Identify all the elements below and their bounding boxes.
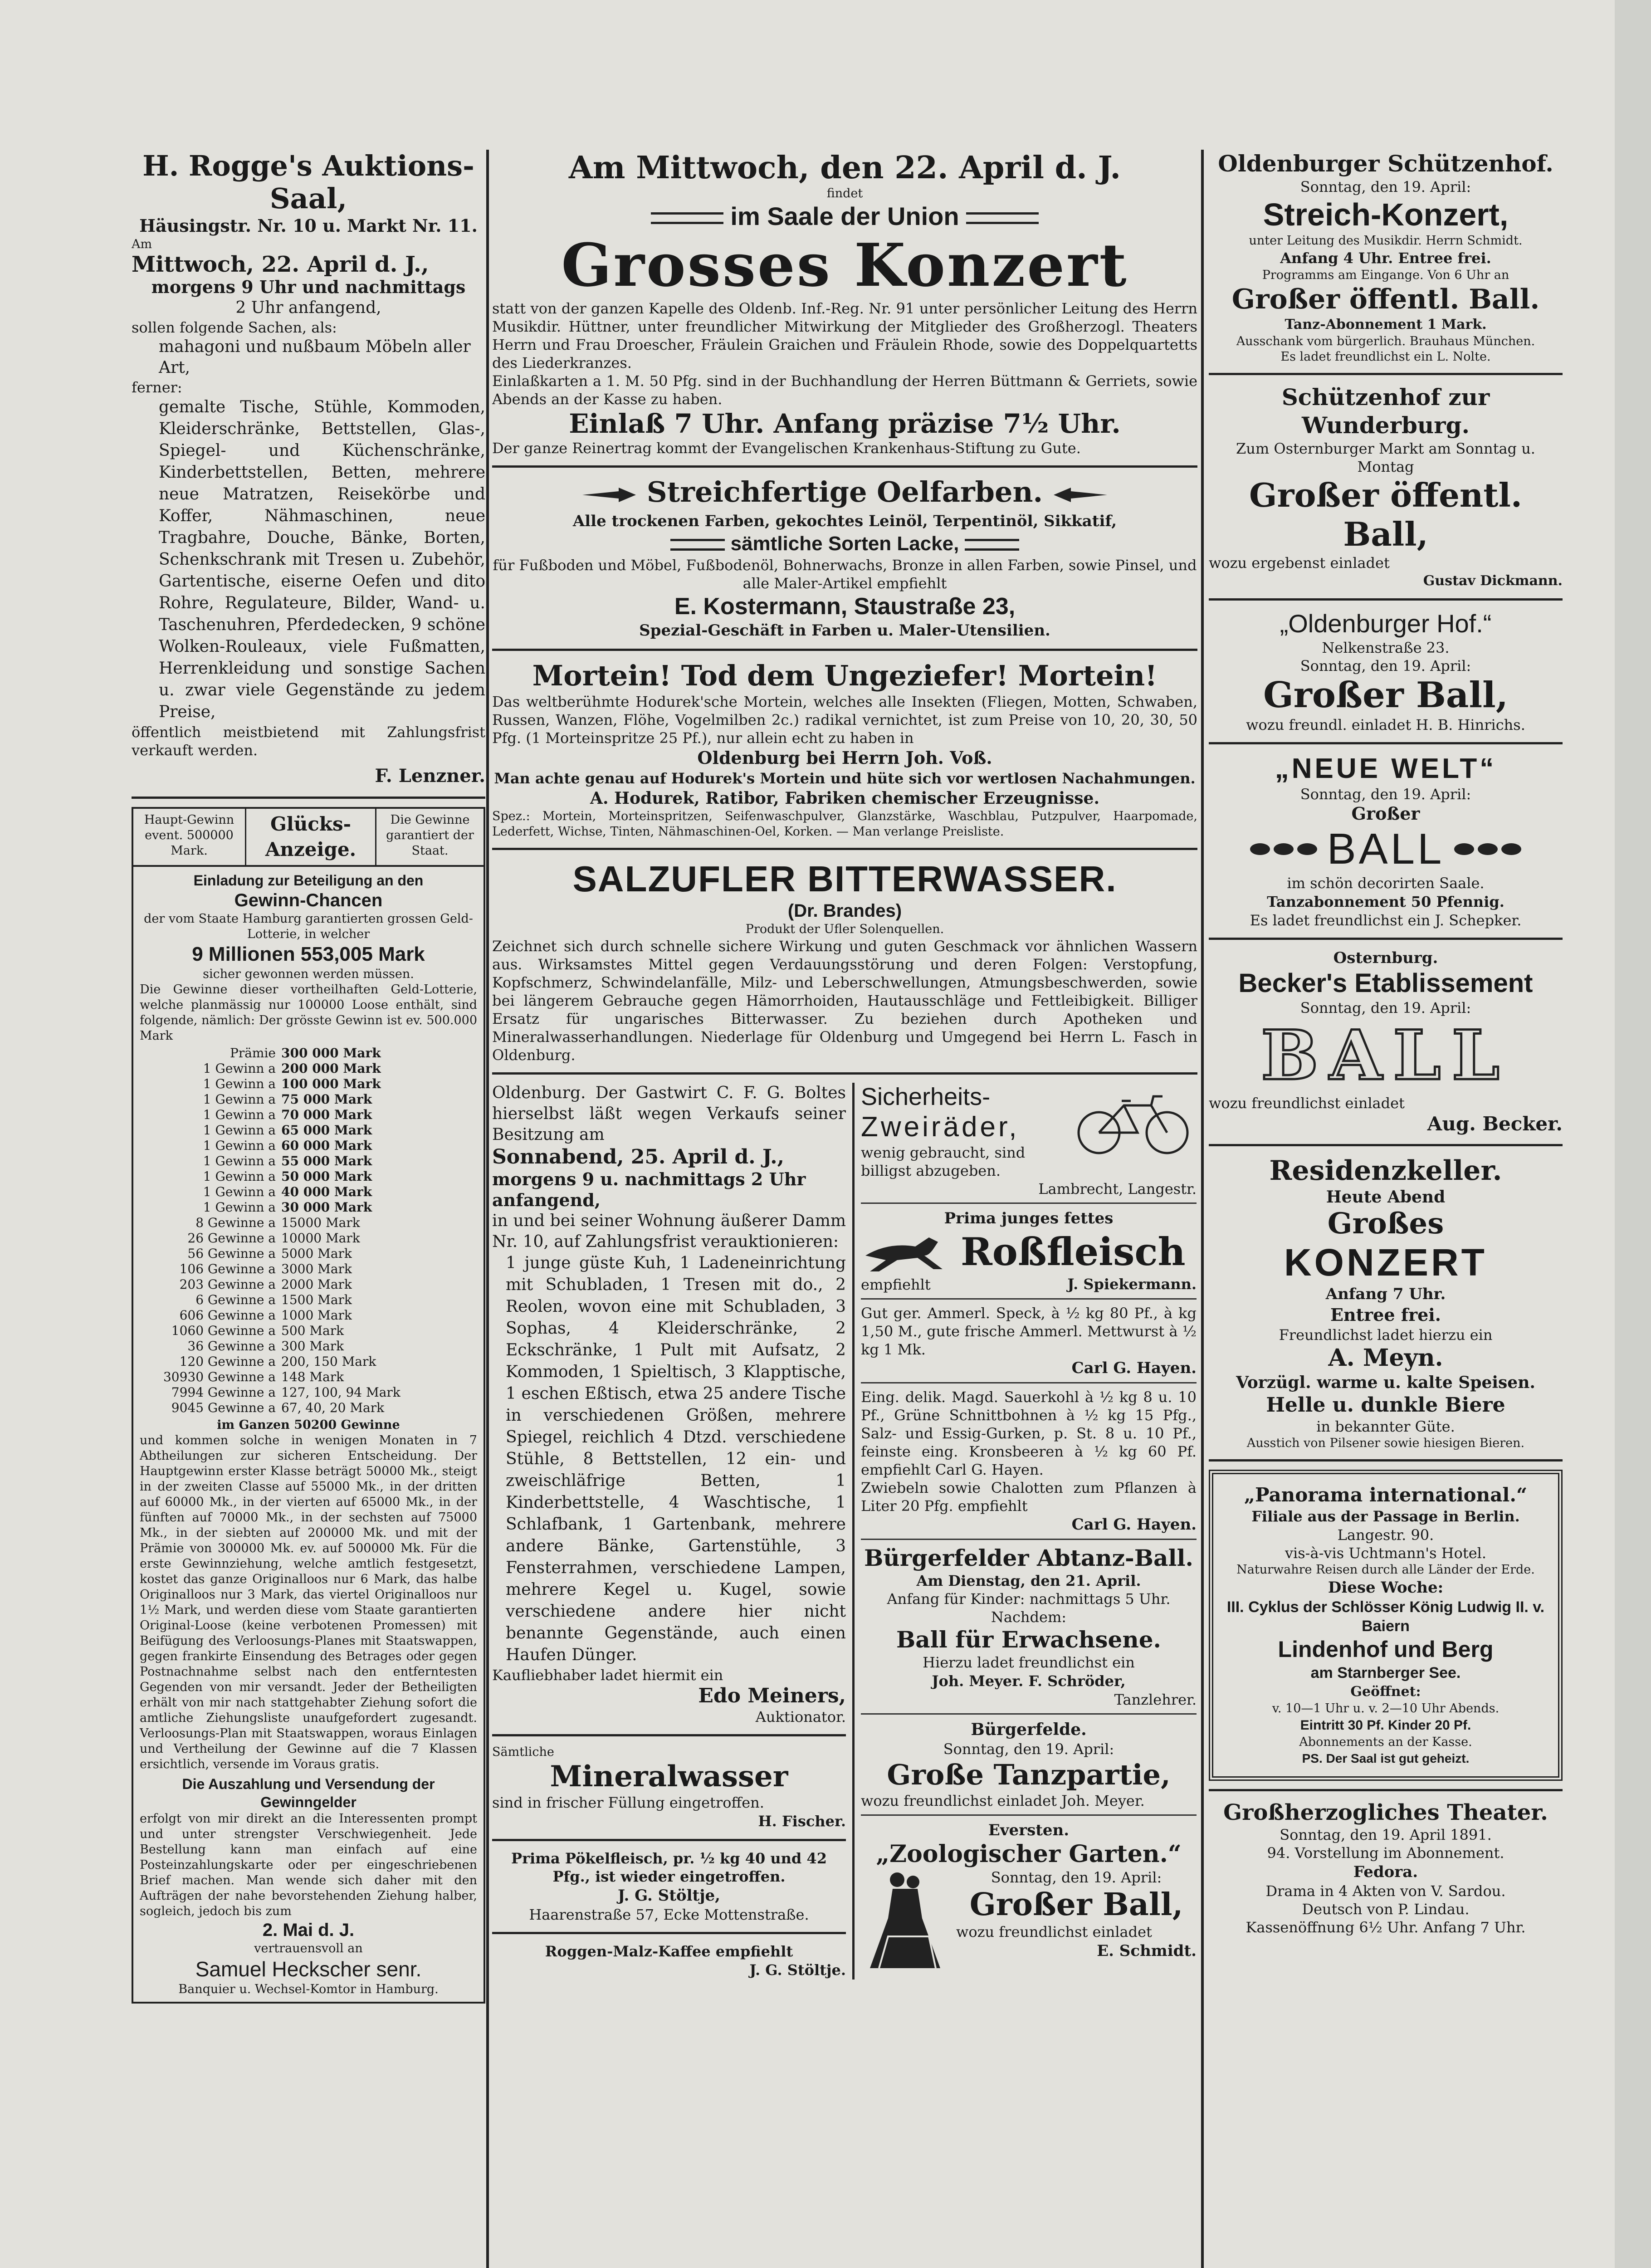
lottery-prize-row [158,1385,477,1400]
bicycle-ad [861,1083,1197,1198]
horsemeat-pre: Prima junges fettes [944,1209,1114,1227]
salzufler-sub2: Produkt der Ufler Solenquellen. [745,922,944,936]
ad-address: Häusingstr. Nr. 10 u. Markt Nr. 11. [139,215,478,236]
lottery-prize-row [158,1154,477,1169]
prize-count: 8 Gewinne a [195,1215,276,1230]
lottery-prize-row [158,1138,477,1154]
becker-ball: BALL [1260,1016,1511,1095]
boltes-list: 1 junge güste Kuh, 1 Ladeneinrichtung mit Schubladen, 1 Tresen mit do., 2 Reolen, wovon eine mit Schubladen, 3 Sophas, 4 Kleiderschränke, 2 Eckschränke, 1 Pult mit Aufsatz, 2 Kommoden, 1 Spieltisch, 3 Klapptische, 1 eschen Eßtisch, etwa 25 andere Tische in verschiedenen Größen, mehrere Spiegel, reichlich 4 Dtzd. verschiedene Stühle, 8 Bettstellen, 12 ein- und zweischläfrige Betten, 1 Kinderbettstelle, 4 Waschtische, 1 Schlafbank, 1 Gartenbank, mehrere andere Bänke, Gartenstühle, 3 Fensterrahmen, verschiedene Lampen, mehrere Kegel u. Kugel, sowie verschiedene andere hier nicht benannte Gegenstände, auch einen Haufen Dünger. [506,1254,846,1664]
ad-list: gemalte Tische, Stühle, Kommoden, Kleiderschränke, Bettstellen, Glas-, Spiegel- und Küchenschränke, Kinderbettstellen, Betten, mehrere neue Matratzen, Reisekörbe und Koffer, Nähmaschinen, neue Tragbahre, Douche, Bänke, Borten, Schenkschrank mit Tresen u. Zubehör, Gartentische, eiserne Oefen und dito Rohre, Regulateure, Bilder, Wand- u. Taschenuhren, Pferdedecken, 9 schöne Wolken-Rouleaux, viele Fußmatten, Herrenkleidung und sonstige Sachen u. zwar viele Gegenstände zu jedem Preise, [159,398,485,721]
poekel-address: Haarenstraße 57, Ecke Mottenstraße. [529,1906,809,1923]
neuewelt-text: im schön decorirten Saale. [1287,875,1485,892]
prize-count: 106 Gewinne a [179,1261,276,1276]
lottery-millions: 9 Millionen 553,005 Mark [192,943,425,965]
theater-ad [1209,1799,1563,1936]
boltes-signature-sub: Auktionator. [755,1708,846,1725]
mineral-title: Mineralwasser [550,1760,788,1794]
prize-value: 300 Mark [281,1339,344,1354]
ad-text: öffentlich meistbietend mit Zahlungsfrist verkauft werden. [132,723,485,759]
ad-signature: F. Lenzner. [375,765,485,787]
zoo-ad [861,1820,1197,1975]
zoo-invite: wozu freundlichst einladet [956,1923,1152,1941]
lottery-prize-row [158,1354,477,1369]
residenz-tap: Ausstich von Pilsener sowie hiesigen Bieren. [1246,1436,1525,1450]
horse-icon [861,1228,952,1276]
paint-line: Alle trockenen Farben, gekochtes Leinöl, Terpentinöl, Sikkatif, [572,512,1117,530]
schuetzenhof-text: unter Leitung des Musikdir. Herrn Schmidt. [1249,234,1523,248]
residenz-entree: Entree frei. [1330,1305,1441,1325]
lottery-total: im Ganzen 50200 Gewinne [217,1418,400,1432]
lottery-prize-row [158,1046,477,1061]
concert-entry: Einlaß 7 Uhr. Anfang präzise 7½ Uhr. [569,408,1121,439]
ad-time: 2 Uhr anfangend, [235,298,381,317]
hayen-ad-2 [861,1388,1197,1534]
lottery-prize-row [158,1231,477,1246]
zoo-ball: Großer Ball, [969,1887,1183,1923]
prize-value: 60 000 Mark [281,1138,372,1153]
mortein-title: Mortein! Tod dem Ungeziefer! Mortein! [532,659,1158,692]
mortein-ad [492,659,1197,840]
mortein-maker: A. Hodurek, Ratibor, Fabriken chemischer Erzeugnisse. [590,789,1099,808]
bicycle-icon [1074,1087,1192,1157]
theater-play: Fedora. [1353,1863,1418,1881]
column-center [492,150,1197,2254]
zoo-signature: E. Schmidt. [1097,1942,1197,1960]
panorama-castle: Lindenhof und Berg [1278,1637,1494,1662]
lottery-payout-heading: Die Auszahlung und Versendung der Gewinngelder [182,1776,435,1810]
panorama-ps: PS. Der Saal ist gut geheizt. [1302,1751,1470,1765]
becker-ad [1209,948,1563,1136]
lottery-prize-row [158,1169,477,1184]
becker-signature: Aug. Becker. [1427,1113,1563,1135]
panorama-branch: Filiale aus der Passage in Berlin. [1251,1508,1520,1525]
column-left [132,150,485,2254]
hayen-ad-1 [861,1304,1197,1378]
panorama-open: Geöffnet: [1350,1684,1421,1700]
bicycle-body: wenig gebraucht, sind billigst abzugeben. [861,1144,1026,1179]
boltes-auction-ad [492,1083,846,1726]
lottery-ad [132,807,485,2004]
rogge-auction-ad [132,150,485,788]
bicycle-title2: Zweiräder, [861,1111,1020,1143]
concert-ad [492,150,1197,457]
concert-venue [492,201,1197,231]
lottery-prize-row [158,1277,477,1292]
prize-value: 15000 Mark [281,1215,360,1230]
theater-performance: 94. Vorstellung im Abonnement. [1267,1844,1504,1862]
poekel-signature: J. G. Stöltje, [618,1887,720,1905]
concert-date: Am Mittwoch, den 22. April d. J. [568,150,1121,186]
mortein-body: Das weltberühmte Hodurek'sche Mortein, welches alle Insekten (Fliegen, Motten, Schwaben, Russen, Wanzen, Flöhe, Vogelmilben 2c.) radikal vernichtet, ist zum Preise von 10, 20, 30, 50 Pfg. (1 Morteinspritze 25 Pf.), nur allein echt zu haben in [492,693,1197,747]
prize-count: Prämie [230,1046,276,1061]
lottery-prize-row [158,1061,477,1076]
lottery-guarantee: Die Gewinne garantiert der Staat. [386,813,474,858]
panorama-travel: Naturwahre Reisen durch alle Länder der Erde. [1236,1563,1535,1577]
prize-count: 7994 Gewinne a [171,1385,276,1400]
salzufler-body: Zeichnet sich durch schnelle sichere Wirkung und guten Geschmack vor ähnlichen Wassern aus. Wirksamstes Mittel gegen Verdauungsstörung und deren Folgen: Verstopfung, Kopfschmerz, Schwindelanfälle, Milz- und Leberschwellungen, Atmungsbeschwerden, sowie bei längerem Gebrauche gegen Hämorrhoiden, Hautausschläge und Fettleibigkeit. Billiger Ersatz für ungarisches Bitterwasser. Zu beziehen durch Apotheken und Mineralwasserhandlungen. Niederlage für Oldenburg und Umgegend bei Herrn L. Fasch in Oldenburg. [492,938,1197,1064]
mineral-signature: H. Fischer. [758,1813,846,1830]
boltes-signature: Edo Meiners, [698,1684,846,1707]
prize-value: 65 000 Mark [281,1123,372,1138]
mineral-ad [492,1745,846,1831]
residenz-signature: A. Meyn. [1328,1344,1443,1372]
lottery-prize-row [158,1184,477,1200]
lottery-prize-row [158,1261,477,1277]
ad-title: H. Rogge's Auktions-Saal, [142,150,474,215]
prize-value: 55 000 Mark [281,1154,372,1168]
boltes-time: morgens 9 u. nachmittags 2 Uhr anfangend, [492,1169,806,1210]
prize-value: 148 Mark [281,1369,344,1384]
neuewelt-date: Sonntag, den 19. April: [1300,786,1471,803]
residenz-big: Großes [1327,1207,1444,1241]
roggen-signature: J. G. Stöltje. [749,1961,846,1979]
concert-charity: Der ganze Reinertrag kommt der Evangelischen Krankenhaus-Stiftung zu Gute. [492,440,1081,457]
prize-count: 1 Gewinn a [203,1154,276,1168]
prize-count: 1 Gewinn a [203,1200,276,1215]
lottery-title: Glücks-Anzeige. [246,809,376,865]
hof-date: Sonntag, den 19. April: [1300,657,1471,675]
prize-count: 1 Gewinn a [203,1061,276,1076]
boltes-text: Oldenburg. Der Gastwirt C. F. G. Boltes hierselbst läßt wegen Verkaufs seiner Besitzung am [492,1084,846,1144]
lottery-prize-row [158,1215,477,1231]
tanzpartie-date: Sonntag, den 19. April: [943,1740,1114,1758]
lottery-main-prize: Haupt-Gewinn event. 500000 Mark. [133,809,246,865]
schuetzenhof-text: Programms am Eingange. Von 6 Uhr an [1262,268,1509,282]
horsemeat-ad [861,1208,1197,1294]
wunderburg-title: Schützenhof zur Wunderburg. [1281,384,1490,439]
residenz-concert: KONZERT [1284,1241,1487,1284]
tanzpartie-ad [861,1719,1197,1810]
panorama-ad [1209,1470,1563,1781]
prize-count: 56 Gewinne a [187,1246,276,1261]
lottery-prize-row [158,1369,477,1385]
prize-value: 5000 Mark [281,1246,352,1261]
panorama-abo: Abonnements an der Kasse. [1299,1735,1472,1749]
lottery-prize-row [158,1400,477,1416]
prize-value: 70 000 Mark [281,1107,372,1122]
prize-count: 6 Gewinne a [195,1292,276,1307]
lottery-prize-row [158,1107,477,1123]
becker-place: Osternburg. [1333,949,1438,967]
schuetzenhof-invite: Es ladet freundlichst ein L. Nolte. [1280,350,1491,364]
prize-value: 100 000 Mark [281,1076,381,1091]
prize-value: 200, 150 Mark [281,1354,376,1369]
prize-count: 9045 Gewinne a [171,1400,276,1415]
lottery-text: Die Gewinne dieser vortheilhaften Geld-Lotterie, welche planmässig nur 100000 Loose enthält, sind folgende, nämlich: Der grösste Gewinn ist ev. 500.000 Mark [140,982,477,1043]
residenz-start: Anfang 7 Uhr. [1325,1285,1446,1303]
lottery-prize-row [158,1323,477,1339]
neuewelt-title: „NEUE WELT“ [1275,753,1497,784]
wunderburg-invite: wozu ergebenst einladet [1209,554,1390,572]
lottery-prize-row [158,1092,477,1107]
prize-value: 67, 40, 20 Mark [281,1400,385,1415]
schuetzenhof-ad [1209,150,1563,365]
lottery-chances: Gewinn-Chancen [234,890,383,910]
residenz-food: Vorzügl. warme u. kalte Speisen. [1236,1373,1535,1392]
lottery-prize-row [158,1292,477,1308]
rule-ornament [670,539,725,551]
neuewelt-invite: Es ladet freundlichst ein J. Schepker. [1250,912,1522,929]
roggen-ad [492,1942,846,1980]
abtanzball-kids: Anfang für Kinder: nachmittags 5 Uhr. Nachdem: [887,1590,1171,1626]
lottery-prize-row [158,1246,477,1261]
lottery-prize-list [158,1046,477,1416]
rule-ornament [651,212,723,224]
mineral-body: sind in frischer Füllung eingetroffen. [492,1794,764,1811]
lottery-prize-row [158,1339,477,1354]
hayen-signature: Carl G. Hayen. [1071,1359,1197,1377]
column-rule [486,150,489,2268]
boltes-date: Sonnabend, 25. April d. J., [492,1145,784,1168]
panorama-hours: v. 10—1 Uhr u. v. 2—10 Uhr Abends. [1272,1701,1500,1716]
roggen-body: Roggen-Malz-Kaffee empfiehlt [545,1943,793,1960]
lottery-text: der vom Staate Hamburg garantierten grossen Geld-Lotterie, in welcher [144,912,473,941]
residenz-beer: Helle u. dunkle Biere [1266,1393,1505,1417]
column-right [1209,150,1563,2254]
horsemeat-signature: J. Spiekermann. [1067,1276,1197,1293]
mortein-shop: Oldenburg bei Herrn Joh. Voß. [697,748,992,768]
prize-count: 1 Gewinn a [203,1092,276,1107]
ornament-dots [1452,843,1523,855]
lottery-prize-row [158,1308,477,1323]
prize-count: 26 Gewinne a [187,1231,276,1246]
ad-text: sollen folgende Sachen, als: [132,319,337,336]
center-lower-right [855,1083,1197,1980]
prize-count: 1 Gewinn a [203,1107,276,1122]
hof-invite: wozu freundl. einladet H. B. Hinrichs. [1246,716,1525,733]
salzufler-ad [492,858,1197,1064]
tanzpartie-title: Große Tanzpartie, [887,1758,1171,1791]
ad-date: Mittwoch, 22. April d. J., [132,252,429,277]
lottery-deadline: 2. Mai d. J. [262,1920,355,1940]
hof-title: „Oldenburger Hof.“ [1280,609,1492,638]
tanzpartie-place: Bürgerfelde. [971,1720,1087,1739]
poekel-ad [492,1849,846,1924]
prize-count: 1 Gewinn a [203,1123,276,1138]
paint-line: sämtliche Sorten Lacke, [730,533,959,555]
prize-count: 120 Gewinne a [179,1354,276,1369]
prize-value: 2000 Mark [281,1277,352,1292]
pointing-hand-icon [1053,478,1107,511]
lottery-prize-row [158,1123,477,1138]
concert-tickets: Einlaßkarten a 1. M. 50 Pfg. sind in der Buchhandlung der Herren Büttmann & Gerriets, sowie Abends an der Kasse zu haben. [492,372,1197,408]
lottery-text: erfolgt von mir direkt an die Interessenten prompt und unter strengster Verschwiegenheit. Jede Bestellung kann man einfach auf eine Posteinzahlungskarte oder per eingeschriebenen Brief machen. Man wende sich daher mit den Aufträgen der nahe bevorstehenden Ziehung halber, sogleich, jedoch bis zum [140,1812,477,1918]
theater-times: Kassenöffnung 6½ Uhr. Anfang 7 Uhr. [1246,1919,1526,1936]
residenz-quality: in bekannter Güte. [1316,1418,1455,1435]
neuewelt-pre: Großer [1351,803,1420,824]
prize-count: 1 Gewinn a [203,1169,276,1184]
ad-text: mahagoni und nußbaum Möbeln aller Art, [159,337,471,377]
ad-text: ferner: [132,379,182,396]
pointing-hand-icon [582,478,637,511]
becker-invite: wozu freundlichst einladet [1209,1095,1405,1112]
column-rule [1201,150,1204,2268]
hayen-signature: Carl G. Hayen. [1071,1515,1197,1534]
schuetzenhof-title: Oldenburger Schützenhof. [1218,150,1553,177]
prize-value: 40 000 Mark [281,1184,372,1199]
ornament-dots [1248,843,1319,855]
dancing-couple-icon [861,1868,947,1975]
prize-value: 500 Mark [281,1323,344,1338]
lottery-text: vertrauensvoll an [254,1941,363,1955]
salzufler-title: SALZUFLER BITTERWASSER. [572,859,1117,899]
theater-title: Großherzogliches Theater. [1223,1800,1548,1825]
center-lower-left [492,1083,855,1980]
abtanzball-names: Joh. Meyer. F. Schröder, [932,1672,1126,1690]
panorama-opposite: vis-à-vis Uchtmann's Hotel. [1285,1545,1487,1562]
lottery-firm: Samuel Heckscher senr. [195,1957,422,1981]
prize-count: 1 Gewinn a [203,1184,276,1199]
mineral-pre: Sämtliche [492,1745,554,1759]
abtanzball-date: Am Dienstag, den 21. April. [916,1572,1141,1589]
panorama-cycle: III. Cyklus der Schlösser König Ludwig II. v. Baiern [1226,1598,1545,1635]
abtanzball-title: Bürgerfelder Abtanz-Ball. [864,1545,1193,1571]
prize-count: 1060 Gewinne a [171,1323,276,1338]
center-lower-grid [492,1083,1197,1980]
abtanzball-invite: Hierzu ladet freundlichst ein [923,1654,1135,1671]
paint-firm-sub: Spezial-Geschäft in Farben u. Maler-Utensilien. [639,621,1050,640]
abtanzball-ad [861,1545,1197,1709]
concert-title: Grosses Konzert [561,230,1128,300]
schuetzenhof-date: Sonntag, den 19. April: [1300,178,1471,196]
panorama-address: Langestr. 90. [1337,1526,1434,1544]
wunderburg-ball: Großer öffentl. Ball, [1249,476,1522,553]
lottery-invite: Einladung zur Beteiligung an den [193,872,424,889]
paint-title: Streichfertige Oelfarben. [646,475,1043,508]
prize-value: 1500 Mark [281,1292,352,1307]
prize-value: 75 000 Mark [281,1092,372,1107]
bicycle-title: Sicherheits- [861,1083,991,1110]
abtanzball-teacher: Tanzlehrer. [1114,1691,1197,1708]
panorama-lake: am Starnberger See. [1310,1664,1461,1681]
salzufler-sub: (Dr. Brandes) [787,901,902,921]
hof-ball: Großer Ball, [1263,675,1508,716]
residenzkeller-ad [1209,1154,1563,1451]
residenz-today: Heute Abend [1326,1188,1446,1207]
theater-translation: Deutsch von P. Lindau. [1302,1901,1470,1918]
prize-count: 1 Gewinn a [203,1076,276,1091]
paint-line: für Fußboden und Möbel, Fußbodenöl, Bohnerwachs, Bronze in allen Farben, sowie Pinsel, und alle Maler-Artikel empfiehlt [493,557,1197,592]
schuetzenhof-event: Streich-Konzert, [1263,197,1509,232]
neuewelt-ball: BALL [1327,825,1445,873]
prize-value: 127, 100, 94 Mark [281,1385,401,1400]
lottery-text: sicher gewonnen werden müssen. [203,967,414,981]
boltes-text: Kaufliebhaber ladet hiermit ein [492,1667,723,1684]
prize-count: 203 Gewinne a [179,1277,276,1292]
prize-count: 36 Gewinne a [187,1339,276,1354]
prize-count: 30930 Gewinne a [163,1369,276,1384]
prize-value: 300 000 Mark [281,1046,381,1061]
neuewelt-abo: Tanzabonnement 50 Pfennig. [1267,893,1504,910]
boltes-text: in und bei seiner Wohnung äußerer Damm Nr. 10, auf Zahlungsfrist verauktionieren: [492,1212,846,1251]
mortein-warning: Man achte genau auf Hodurek's Mortein und hüte sich vor wertlosen Nachahmungen. [494,770,1196,787]
concert-body: statt von der ganzen Kapelle des Oldenb. Inf.-Reg. Nr. 91 unter persönlicher Leitung des Herrn Musikdir. Hüttner, unter freundlicher Mitwirkung der Mitglieder des Großherzogl. Theaters Herrn und Frau Droescher, Fräulein Graichen und Fräulein Rhode, sowie des Doppelquartetts des Liederkranzes. [492,300,1197,371]
becker-date: Sonntag, den 19. April: [1300,999,1471,1017]
prize-value: 10000 Mark [281,1231,360,1246]
rule-ornament [966,212,1039,224]
residenz-title: Residenzkeller. [1269,1155,1502,1187]
lottery-text: und kommen solche in wenigen Monaten in 7 Abtheilungen zur sicheren Entscheidung. Der Hauptgewinn erster Klasse beträgt 50000 Mk., steigt in der zweiten Classe auf 55000 Mk., in der dritten auf 60000 Mk., in der vierten auf 65000 Mk., in der fünften auf 70000 Mk., in der sechsten auf 75000 Mk., in der siebten auf 200000 Mk. und mit der Prämie von 300000 Mk. ev. auf 500000 Mk. Für die erste Gewinnziehung, welche amtlich festgesetzt, kostet das ganze Originalloos nur 6 Mark, das halbe Originalloos nur 3 Mark, das viertel Originalloos nur 1½ Mark, und werden diese vom Staate garantierten Original-Loose (keine verbotenen Promessen) mit Beifügung des Verloosungs-Planes mit Staatswappen, gegen frankirte Einsendung des Betrages oder gegen Postnachnahme selbst nach den entferntesten Gegenden von mir versandt. Jeder der Betheiligten erhält von mir nach stattgehabter Ziehung sofort die amtliche Ziehungsliste unaufgefordert zugesandt. Verloosungs-Plan mit Staatswappen, woraus Einlagen und Vertheilung der Gewinne auf die 7 Klassen ersichtlich, versende im Voraus gratis. [140,1433,477,1771]
wunderburg-text: Zum Osternburger Markt am Sonntag u. Montag [1236,440,1535,475]
prize-value: 50 000 Mark [281,1169,372,1184]
hayen-body: Zwiebeln sowie Chalotten zum Pflanzen à Liter 20 Pfg. empfiehlt [861,1479,1197,1515]
lottery-prize-row [158,1076,477,1092]
prize-count: 606 Gewinne a [179,1308,276,1323]
page-edge [1615,0,1651,2268]
theater-date: Sonntag, den 19. April 1891. [1280,1826,1492,1843]
concert-text: findet [826,186,863,200]
zoo-place: Eversten. [988,1821,1070,1839]
bicycle-signature: Lambrecht, Langestr. [1038,1180,1197,1198]
residenz-invite: Freundlichst ladet hierzu ein [1279,1326,1493,1344]
panorama-title: „Panorama international.“ [1244,1484,1528,1506]
paint-firm: E. Kostermann, Staustraße 23, [674,593,1016,620]
ad-text: Am [132,237,152,251]
prize-count: 1 Gewinn a [203,1138,276,1153]
panorama-week: Diese Woche: [1328,1579,1444,1597]
schuetzenhof-abo: Tanz-Abonnement 1 Mark. [1285,317,1487,332]
prize-value: 3000 Mark [281,1261,352,1276]
paint-ad [492,476,1197,640]
zoo-title: „Zoologischer Garten.“ [876,1840,1182,1868]
prize-value: 30 000 Mark [281,1200,372,1215]
hayen-body: Gut ger. Ammerl. Speck, à ½ kg 80 Pf., à kg 1,50 M., gute frische Ammerl. Mettwurst à ½ kg 1 Mk. [861,1305,1197,1358]
neue-welt-ad [1209,753,1563,929]
abtanzball-adults: Ball für Erwachsene. [896,1626,1161,1653]
lottery-firm-sub: Banquier u. Wechsel-Komtor in Hamburg. [178,1982,439,1996]
becker-title: Becker's Etablissement [1238,968,1533,998]
ad-time: morgens 9 Uhr und nachmittags [151,277,466,297]
horsemeat-text: empfiehlt [861,1276,931,1293]
schuetzenhof-text: Ausschank vom bürgerlich. Brauhaus München. [1236,334,1535,348]
lottery-prize-row [158,1200,477,1215]
tanzpartie-invite: wozu freundlichst einladet Joh. Meyer. [861,1792,1145,1809]
wunderburg-ad [1209,383,1563,590]
wunderburg-signature: Gustav Dickmann. [1423,573,1563,589]
lottery-header [133,809,484,867]
schuetzenhof-start: Anfang 4 Uhr. Entree frei. [1280,249,1491,267]
mortein-specialties: Spez.: Mortein, Morteinspritzen, Seifenwaschpulver, Glanzstärke, Waschblau, Putzpulver, Haarpomade, Lederfett, Wichse, Tinten, Nähmaschinen-Oel, Korken. — Man verlange Preisliste. [492,809,1197,839]
prize-value: 1000 Mark [281,1308,352,1323]
panorama-price: Eintritt 30 Pf. Kinder 20 Pf. [1300,1718,1471,1733]
theater-description: Drama in 4 Akten von V. Sardou. [1265,1882,1506,1900]
hayen-body: Eing. delik. Magd. Sauerkohl à ½ kg 8 u. 10 Pf., Grüne Schnittbohnen à ½ kg 15 Pfg., Salz- und Essig-Gurken, p. St. 8 u. 10 Pf., feinste eing. Kronsbeeren à ½ kg 60 Pf. empfiehlt Carl G. Hayen. [861,1388,1197,1478]
zoo-date: Sonntag, den 19. April: [991,1869,1162,1886]
oldenburger-hof-ad [1209,609,1563,734]
concert-venue-text: im Saale der Union [730,202,959,230]
poekel-body: Prima Pökelfleisch, pr. ½ kg 40 und 42 Pfg., ist wieder eingetroffen. [511,1850,827,1885]
prize-value: 200 000 Mark [281,1061,381,1076]
hof-address: Nelkenstraße 23. [1322,639,1450,656]
schuetzenhof-ball: Großer öffentl. Ball. [1231,284,1540,315]
horsemeat-title: Roßfleisch [961,1229,1186,1274]
rule-ornament [965,539,1019,551]
